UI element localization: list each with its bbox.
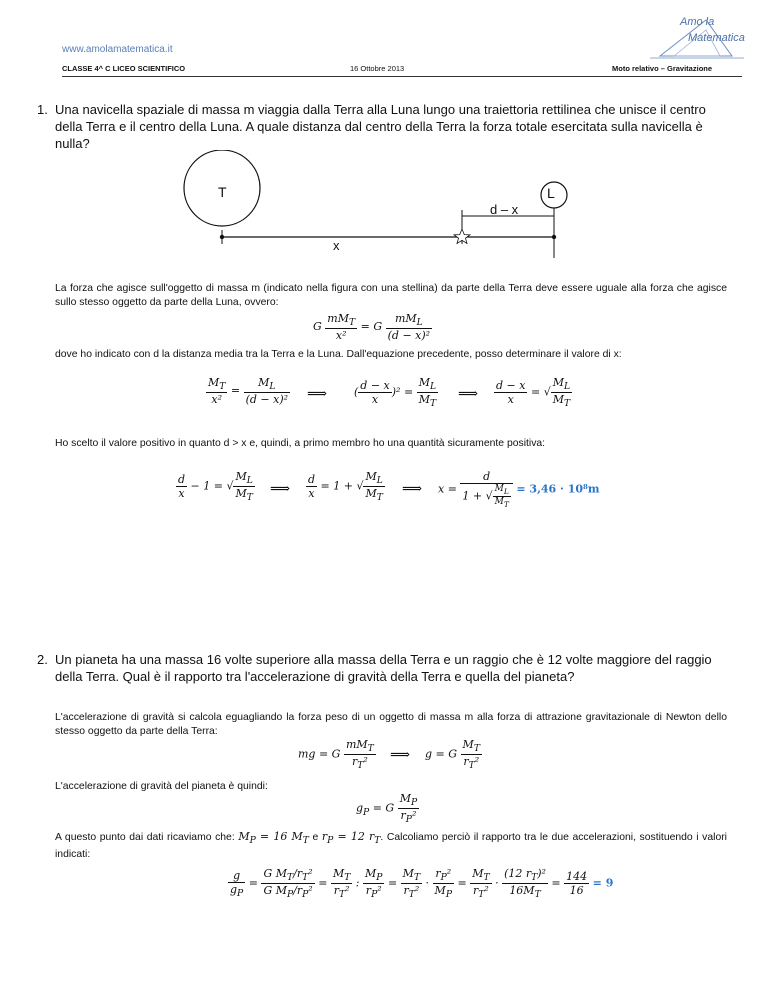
q1-equation-6: $\frac{d}{x}$ = 1 + √ $\frac{M_L}{M_T}$: [308, 470, 383, 504]
q2-equation-4: $\frac{g}{g_P}$ = $\frac{G M_T/r_T^2}{G M_P/r_P^2}$ = $\frac{M_T}{r_T^2}$ : $\frac{M_P}{r_P^2}$ = $\frac{M_T}{r_T^2}$ · $\frac{r_P^2}{M_P}$ = $\frac{M_T}{r_T^2}$ · $\frac{(12 r_T)^2}{16M_T}$ = $\frac{144}{16}$ = 9: [230, 867, 614, 901]
q2-paragraph-3: A questo punto dai dati ricaviamo che: $M_P = 16$ $M_T$ e $r_P = 12$ $r_T$. Calcoliamo perciò il rapporto tra le due accelerazioni, sostituendo i valori indicati:: [55, 830, 727, 861]
q1-equation-3: ( $\frac{d - x}{x}$ )² = $\frac{M_L}{M_T}$: [354, 376, 437, 410]
label-d-minus-x: d – x: [490, 202, 519, 217]
q2-text: Un pianeta ha una massa 16 volte superiore alla massa della Terra e un raggio che è 12 volte maggiore del raggio della Terra. Qual è il rapporto tra l'accelerazione di gravità della Terra e quella del pianeta?: [55, 652, 712, 684]
q1-equation-5: $\frac{d}{x}$ − 1 = √ $\frac{M_L}{M_T}$: [178, 470, 253, 504]
label-x: x: [333, 238, 340, 253]
logo-text-1: Amo la: [680, 16, 715, 28]
q1-equation-7: x = d 1 + √ $\frac{M_L}{M_T}$ = 3,46 · 10⁸m: [438, 470, 600, 509]
header-date: 16 Ottobre 2013: [350, 64, 405, 73]
class-label: CLASSE 4^ C LICEO SCIENTIFICO: [62, 64, 186, 73]
header-topic: Moto relativo – Gravitazione: [612, 64, 713, 73]
q1-equation-2: $\frac{M_T}{\text{x²}}$ = $\frac{M_L}{\text{(d − x)²}}$: [208, 376, 289, 407]
header-rule: [62, 76, 742, 77]
q2-equation-2: g = G $\frac{M_T}{r_T^2}$: [425, 738, 480, 772]
logo: [650, 14, 744, 66]
q1-paragraph-1: La forza che agisce sull'oggetto di massa m (indicato nella figura con una stellina) da parte della Terra deve essere uguale alla forza che agisce sullo stesso oggetto da parte della Luna, ovvero:: [55, 283, 727, 308]
site-url[interactable]: www.amolamatematica.it: [62, 44, 173, 55]
q2-equation-3: $g_P = G$ $\frac{M_P}{r_P^2}$: [356, 792, 418, 826]
label-T: T: [218, 184, 227, 200]
q2-result: = 9: [592, 876, 614, 890]
q2-paragraph-2: L'accelerazione di gravità del pianeta è quindi:: [55, 781, 268, 792]
q1-number: 1.: [37, 102, 48, 117]
label-L: L: [547, 185, 555, 201]
q2-paragraph-1: L'accelerazione di gravità si calcola eguagliando la forza peso di un oggetto di massa m alla forza di attrazione gravitazionale di Newton dello stesso oggetto da parte della Terra:: [55, 712, 727, 737]
q1-paragraph-3: Ho scelto il valore positivo in quanto d > x e, quindi, a primo membro ho una quantità sicuramente positiva:: [55, 438, 546, 449]
q1-text: Una navicella spaziale di massa m viaggia dalla Terra alla Luna lungo una traiettoria rettilinea che unisce il centro della Terra e il centro della Luna. A quale distanza dal centro della Terra la forza totale esercitata sulla navicella è nulla?: [55, 102, 706, 151]
earth-moon-diagram: [170, 150, 590, 260]
q1-result: = 3,46 · 10⁸m: [516, 482, 600, 496]
logo-text-2: Matematica: [688, 32, 745, 44]
q1-equation-4: $\frac{d - x}{x}$ = √ $\frac{M_L}{M_T}$: [496, 376, 571, 410]
q2-number: 2.: [37, 652, 48, 667]
q1-paragraph-2: dove ho indicato con d la distanza media tra la Terra e la Luna. Dall'equazione precedente, posso determinare il valore di x:: [55, 349, 622, 360]
q2-equation-1: mg = G $\frac{mM_T}{r_T^2}$: [298, 738, 374, 772]
q1-equation-1: G $\frac{mM_T}{\text{x²}}$ = G $\frac{mM_L}{\text{(d − x)²}}$: [313, 312, 431, 343]
